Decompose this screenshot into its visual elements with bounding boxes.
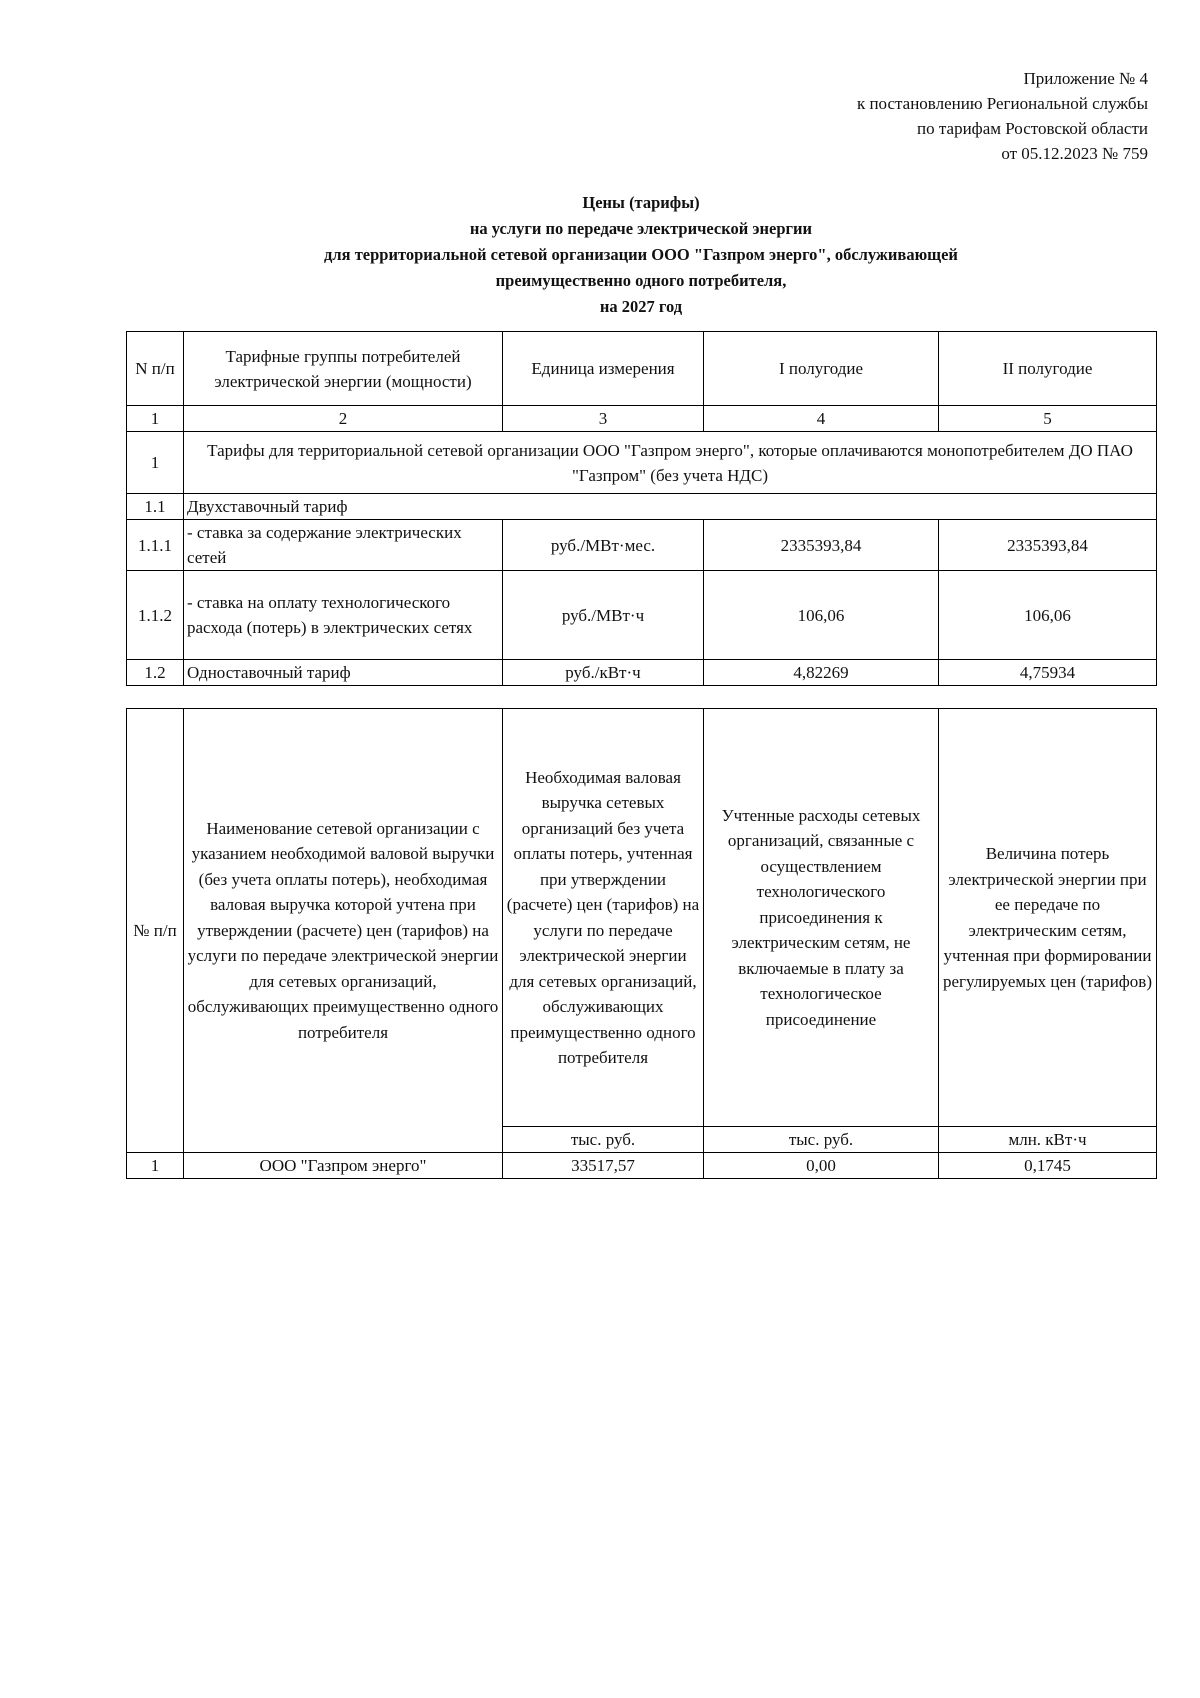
- row-revenue: 33517,57: [503, 1153, 704, 1179]
- row-costs: 0,00: [704, 1153, 939, 1179]
- unit-losses: млн. кВт·ч: [939, 1127, 1157, 1153]
- row-half-2: 106,06: [939, 571, 1157, 660]
- row-half-1: 4,82269: [704, 660, 939, 686]
- header-unit: Единица измерения: [503, 332, 704, 406]
- row-unit: руб./кВт·ч: [503, 660, 704, 686]
- table-header-row: [127, 709, 1157, 1127]
- header-tariff-groups: Тарифные группы потребителей электрической энергии (мощности): [184, 332, 503, 406]
- row-organization: ООО "Газпром энерго": [184, 1153, 503, 1179]
- header-organization: Наименование сетевой организации с указанием необходимой валовой выручки (без учета оплаты потерь), необходимая валовая выручка которой учтена при утверждении (расчете) цен (тарифов) на услуги по передаче электрической энергии для сетевых организаций, обслуживающих преимущественно одного потребителя: [184, 709, 503, 1153]
- table-row: [127, 1153, 1157, 1179]
- row-name: - ставка на оплату технологического расхода (потерь) в электрических сетях: [184, 571, 503, 660]
- header-half-1: I полугодие: [704, 332, 939, 406]
- unit-revenue: тыс. руб.: [503, 1127, 704, 1153]
- row-num: 1.1.1: [127, 520, 184, 571]
- title-line-2: на услуги по передаче электрической энергии: [469, 219, 813, 238]
- title-line-4: преимущественно одного потребителя,: [495, 271, 787, 290]
- table-header-row: [127, 332, 1157, 406]
- row-name: Одноставочный тариф: [184, 660, 503, 686]
- header-num: N п/п: [127, 332, 184, 406]
- table-row: [127, 660, 1157, 686]
- column-number: 3: [503, 406, 704, 432]
- row-half-2: 4,75934: [939, 660, 1157, 686]
- title-line-3: для территориальной сетевой организации ООО "Газпром энерго", обслуживающей: [324, 245, 958, 264]
- annex-reference: [857, 66, 1148, 166]
- row-half-2: 2335393,84: [939, 520, 1157, 571]
- row-num: 1.1: [127, 494, 184, 520]
- unit-costs: тыс. руб.: [704, 1127, 939, 1153]
- row-unit: руб./МВт·ч: [503, 571, 704, 660]
- column-number: 5: [939, 406, 1157, 432]
- tariff-table: [126, 331, 1157, 686]
- row-name: - ставка за содержание электрических сетей: [184, 520, 503, 571]
- column-number-row: [127, 406, 1157, 432]
- column-number: 2: [184, 406, 503, 432]
- header-connection-costs: Учтенные расходы сетевых организаций, связанные с осуществлением технологического присоединения к электрическим сетям, не включаемые в плату за технологическое присоединение: [704, 709, 939, 1127]
- row-unit: руб./МВт·мес.: [503, 520, 704, 571]
- row-half-1: 106,06: [704, 571, 939, 660]
- row-num: 1: [127, 1153, 184, 1179]
- section-text: Тарифы для территориальной сетевой организации ООО "Газпром энерго", которые оплачиваются монопотребителем ДО ПАО "Газпром" (без учета НДС): [184, 432, 1157, 494]
- section-row: [127, 432, 1157, 494]
- annex-authority: по тарифам Ростовской области: [917, 119, 1148, 138]
- column-number: 4: [704, 406, 939, 432]
- table-row: [127, 571, 1157, 660]
- header-num: № п/п: [127, 709, 184, 1153]
- column-number: 1: [127, 406, 184, 432]
- title-line-1: Цены (тарифы): [582, 193, 700, 212]
- annex-number: Приложение № 4: [1023, 69, 1148, 88]
- table-row: [127, 520, 1157, 571]
- annex-resolution: к постановлению Региональной службы: [856, 94, 1148, 113]
- row-num: 1.1.2: [127, 571, 184, 660]
- header-half-2: II полугодие: [939, 332, 1157, 406]
- row-num: 1.2: [127, 660, 184, 686]
- annex-date: от 05.12.2023 № 759: [1001, 144, 1148, 163]
- document-title: [126, 190, 1156, 320]
- table-row: [127, 494, 1157, 520]
- row-half-1: 2335393,84: [704, 520, 939, 571]
- row-losses: 0,1745: [939, 1153, 1157, 1179]
- section-num: 1: [127, 432, 184, 494]
- revenue-table: [126, 708, 1157, 1179]
- header-revenue: Необходимая валовая выручка сетевых организаций без учета оплаты потерь, учтенная при утверждении (расчете) цен (тарифов) на услуги по передаче электрической энергии для сетевых организаций, обслуживающих преимущественно одного потребителя: [503, 709, 704, 1127]
- row-name: Двухставочный тариф: [184, 494, 1157, 520]
- title-line-5: на 2027 год: [599, 297, 683, 316]
- header-losses: Величина потерь электрической энергии при ее передаче по электрическим сетям, учтенная при формировании регулируемых цен (тарифов): [939, 709, 1157, 1127]
